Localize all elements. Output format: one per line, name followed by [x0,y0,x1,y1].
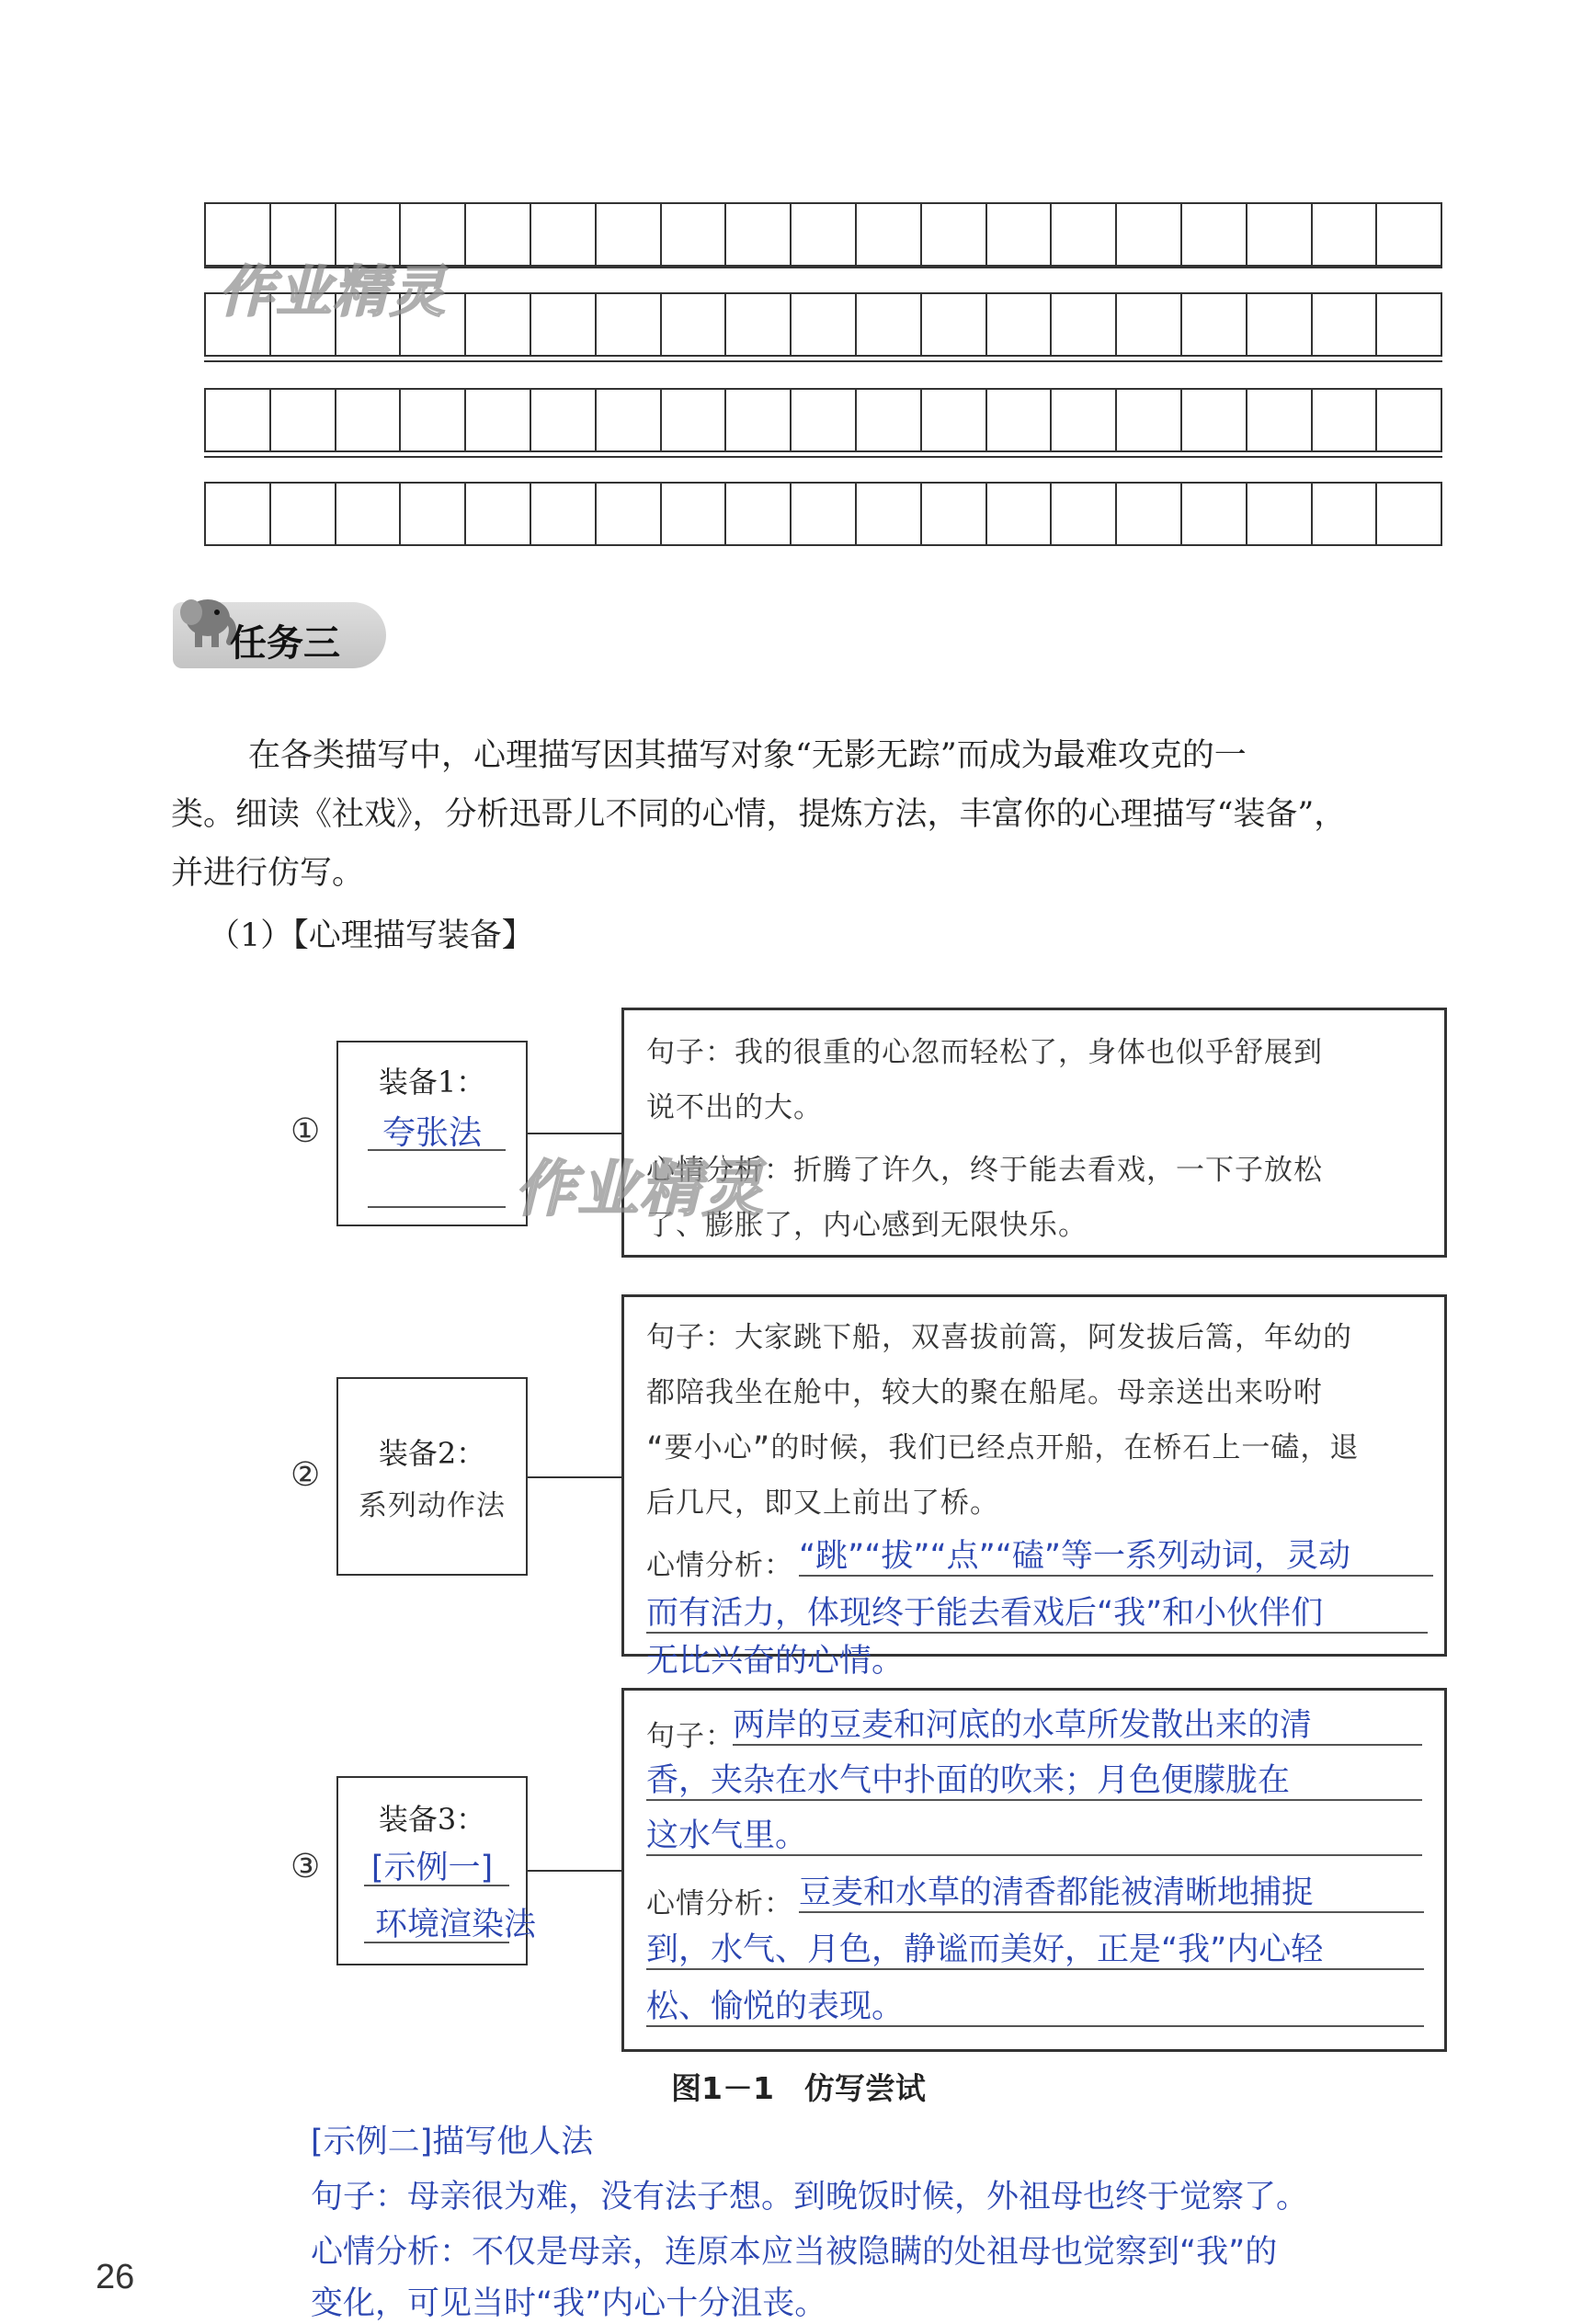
grid-cell [1313,204,1378,265]
answer-underline [733,1744,1422,1746]
grid-cell [792,294,857,355]
sentence-line: 句子：我的很重的心忽而轻松了，身体也似乎舒展到 [646,1036,1323,1069]
example2-analysis-line: 心情分析：不仅是母亲，连原本应当被隐瞒的处祖母也觉察到“我”的 [311,2234,1278,2271]
sentence-box [621,1688,1447,2052]
answer-underline [646,1854,1422,1856]
grid-cell [466,390,531,450]
grid-cell [1377,204,1442,265]
analysis-prefix: 心情分析： [646,1887,793,1920]
grid-cell [1377,294,1442,355]
answer-underline [364,1942,509,1943]
connector-line [528,1870,621,1872]
grid-cell [531,390,597,450]
equipment-box [336,1377,528,1576]
analysis-answer-line: 而有活力，体现终于能去看戏后“我”和小伙伴们 [646,1595,1324,1632]
answer-underline [646,1632,1428,1634]
grid-cell [336,390,402,450]
equipment-method: 环境渲染法 [375,1907,537,1943]
grid-cell [1182,390,1247,450]
grid-cell [597,204,662,265]
sentence-line: 都陪我坐在舱中，较大的聚在船尾。母亲送出来吩咐 [646,1376,1323,1409]
equipment-method: 夸张法 [382,1114,482,1152]
grid-cell [1117,294,1182,355]
grid-cell [206,390,271,450]
grid-cell [597,484,662,544]
sentence-answer-line: 这水气里。 [646,1817,808,1854]
grid-cell [1182,484,1247,544]
item-number: ① [290,1112,321,1150]
intro-line: 类。细读《社戏》，分析迅哥儿不同的心情，提炼方法，丰富你的心理描写“装备”， [171,796,1347,833]
example2-analysis-line: 变化，可见当时“我”内心十分沮丧。 [311,2285,827,2322]
grid-cell [922,294,987,355]
equipment-label: 装备3： [378,1802,486,1837]
grid-cell [792,484,857,544]
grid-cell [987,390,1053,450]
task-title: 任务三 [230,622,340,665]
grid-cell [987,294,1053,355]
grid-cell [922,204,987,265]
grid-cell [271,390,336,450]
grid-cell [597,390,662,450]
example2-sentence: 句子：母亲很为难，没有法子想。到晚饭时候，外祖母也终于觉察了。 [311,2179,1309,2216]
equipment-label: 装备1： [378,1065,486,1099]
grid-cell [726,390,792,450]
sentence-line: 句子：大家跳下船，双喜拔前篙，阿发拔后篙，年幼的 [646,1321,1352,1354]
answer-underline [646,1799,1422,1801]
grid-cell [531,294,597,355]
grid-cell [857,294,922,355]
grid-cell [726,204,792,265]
sentence-answer-line: 两岸的豆麦和河底的水草所发散出来的清 [733,1707,1313,1744]
figure-caption: 图1－1 仿写尝试 [671,2070,926,2106]
answer-underline [368,1206,506,1208]
grid-cell [1182,294,1247,355]
grid-cell [1247,390,1313,450]
grid-cell [987,484,1053,544]
grid-cell [1313,390,1378,450]
grid-cell [726,294,792,355]
grid-cell [466,204,531,265]
grid-cell [1117,484,1182,544]
grid-cell [401,390,466,450]
intro-line: 并进行仿写。 [171,855,365,892]
grid-cell [1052,390,1117,450]
grid-cell [336,484,402,544]
connector-line [528,1476,621,1478]
analysis-answer-line: 无比兴奋的心情。 [646,1643,905,1680]
equipment-method: [示例一] [370,1850,494,1886]
answer-underline [364,1885,509,1886]
analysis-prefix: 心情分析： [646,1549,793,1582]
sentence-line: “要小心”的时候，我们已经点开船，在桥石上一磕，退 [646,1431,1360,1464]
equipment-box [336,1041,528,1226]
intro-paragraph [171,726,1449,903]
sentence-line: 说不出的大。 [646,1091,823,1124]
analysis-answer-line: 松、愉悦的表现。 [646,1988,905,2025]
sentence-answer-line: 香，夹杂在水气中扑面的吹来；月色便朦胧在 [646,1762,1291,1799]
grid-cell [271,484,336,544]
grid-row [204,482,1442,546]
grid-cell [597,294,662,355]
answer-underline [646,1968,1424,1970]
equipment-label: 装备2： [378,1436,486,1471]
answer-underline [799,1575,1433,1577]
grid-cell [1313,294,1378,355]
connector-line [528,1133,621,1134]
grid-gap-line [204,456,1442,458]
grid-cell [857,484,922,544]
grid-cell [662,204,727,265]
grid-cell [922,390,987,450]
grid-cell [1247,204,1313,265]
grid-cell [857,390,922,450]
watermark: 作业精灵 [219,260,447,325]
grid-cell [792,390,857,450]
grid-cell [466,484,531,544]
grid-cell [1052,484,1117,544]
grid-cell [206,484,271,544]
analysis-answer-line: 到，水气、月色，静谧而美好，正是“我”内心轻 [646,1931,1324,1968]
grid-cell [1377,484,1442,544]
grid-cell [531,204,597,265]
grid-cell [531,484,597,544]
grid-cell [662,390,727,450]
grid-cell [662,294,727,355]
grid-cell [1313,484,1378,544]
grid-cell [1247,294,1313,355]
grid-cell [1377,390,1442,450]
grid-cell [1247,484,1313,544]
watermark: 作业精灵 [515,1154,765,1225]
analysis-line: 了、膨胀了，内心感到无限快乐。 [646,1209,1088,1242]
equipment-method: 系列动作法 [359,1489,506,1522]
grid-cell [1052,204,1117,265]
analysis-answer-line: “跳”“拔”“点”“磕”等一系列动词，灵动 [799,1538,1351,1575]
grid-cell [1052,294,1117,355]
analysis-answer-line: 豆麦和水草的清香都能被清晰地捕捉 [799,1874,1315,1911]
page-number: 26 [96,2258,135,2296]
sentence-line: 后几尺，即又上前出了桥。 [646,1487,999,1520]
equipment-box [336,1776,537,1965]
section-heading: （1）【心理描写装备】 [208,917,534,954]
grid-row [204,388,1442,452]
grid-gap-line [204,360,1442,362]
intro-line: 在各类描写中，心理描写因其描写对象“无影无踪”而成为最难攻克的一 [248,737,1247,774]
item-number: ② [290,1456,321,1494]
grid-cell [922,484,987,544]
answer-underline [646,2025,1424,2027]
example2-title: [示例二]描写他人法 [311,2124,594,2160]
grid-cell [726,484,792,544]
grid-cell [792,204,857,265]
answer-underline [368,1149,506,1151]
grid-cell [401,484,466,544]
grid-cell [466,294,531,355]
answer-underline [799,1911,1424,1913]
analysis-line: 心情分析：折腾了许久，终于能去看戏，一下子放松 [646,1154,1323,1187]
item-number: ③ [290,1848,321,1885]
grid-cell [662,484,727,544]
grid-cell [1182,204,1247,265]
sentence-box [621,1294,1447,1680]
sentence-prefix: 句子： [646,1720,735,1753]
grid-cell [1117,390,1182,450]
grid-cell [1117,204,1182,265]
grid-cell [857,204,922,265]
grid-cell [987,204,1053,265]
